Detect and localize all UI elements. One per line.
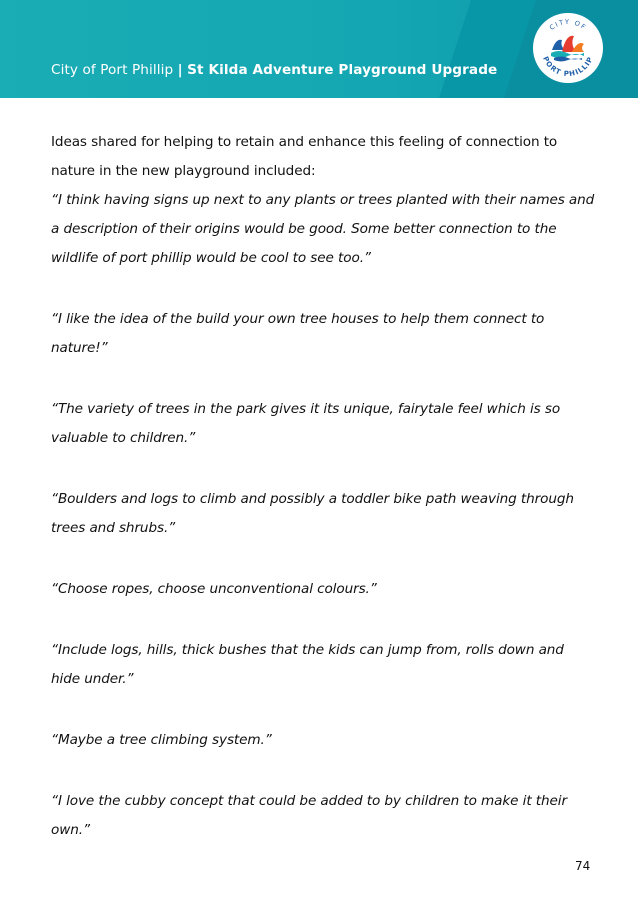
page-header	[0, 0, 638, 98]
quote-logs-hills: “Include logs, hills, thick bushes that the kids can jump from, rolls down and hide under.”	[51, 642, 564, 687]
quote-cubby-concept: “I love the cubby concept that could be added to by children to make it their own.”	[51, 793, 567, 838]
quote-tree-houses: “I like the idea of the build your own tree houses to help them connect to nature!”	[51, 311, 545, 356]
logo-bottom-text: PORT PHILLIP	[541, 55, 595, 79]
page-content	[51, 128, 596, 877]
quote-tree-climbing: “Maybe a tree climbing system.”	[51, 732, 272, 748]
quote-boulders-logs: “Boulders and logs to climb and possibly a toddler bike path weaving through trees and shrubs.”	[51, 491, 574, 536]
header-org: City of Port Phillip	[51, 62, 174, 78]
page-number: 74	[575, 859, 591, 873]
intro-paragraph: Ideas shared for helping to retain and enhance this feeling of connection to nature in the new playground included:	[51, 134, 558, 179]
header-title	[51, 62, 497, 78]
logo-top-text: CITY OF	[548, 17, 589, 32]
city-of-port-phillip-logo-icon	[532, 12, 604, 84]
quote-signs-plants: “I think having signs up next to any plants or trees planted with their names and a description of their origins would be good. Some better connection to the wildlife of port phillip would be cool to see too.”	[51, 192, 595, 266]
header-separator: |	[177, 62, 183, 78]
header-project: St Kilda Adventure Playground Upgrade	[187, 62, 498, 78]
quote-variety-trees: “The variety of trees in the park gives it its unique, fairytale feel which is so valuable to children.”	[51, 401, 561, 446]
quote-ropes-colours: “Choose ropes, choose unconventional colours.”	[51, 581, 377, 597]
